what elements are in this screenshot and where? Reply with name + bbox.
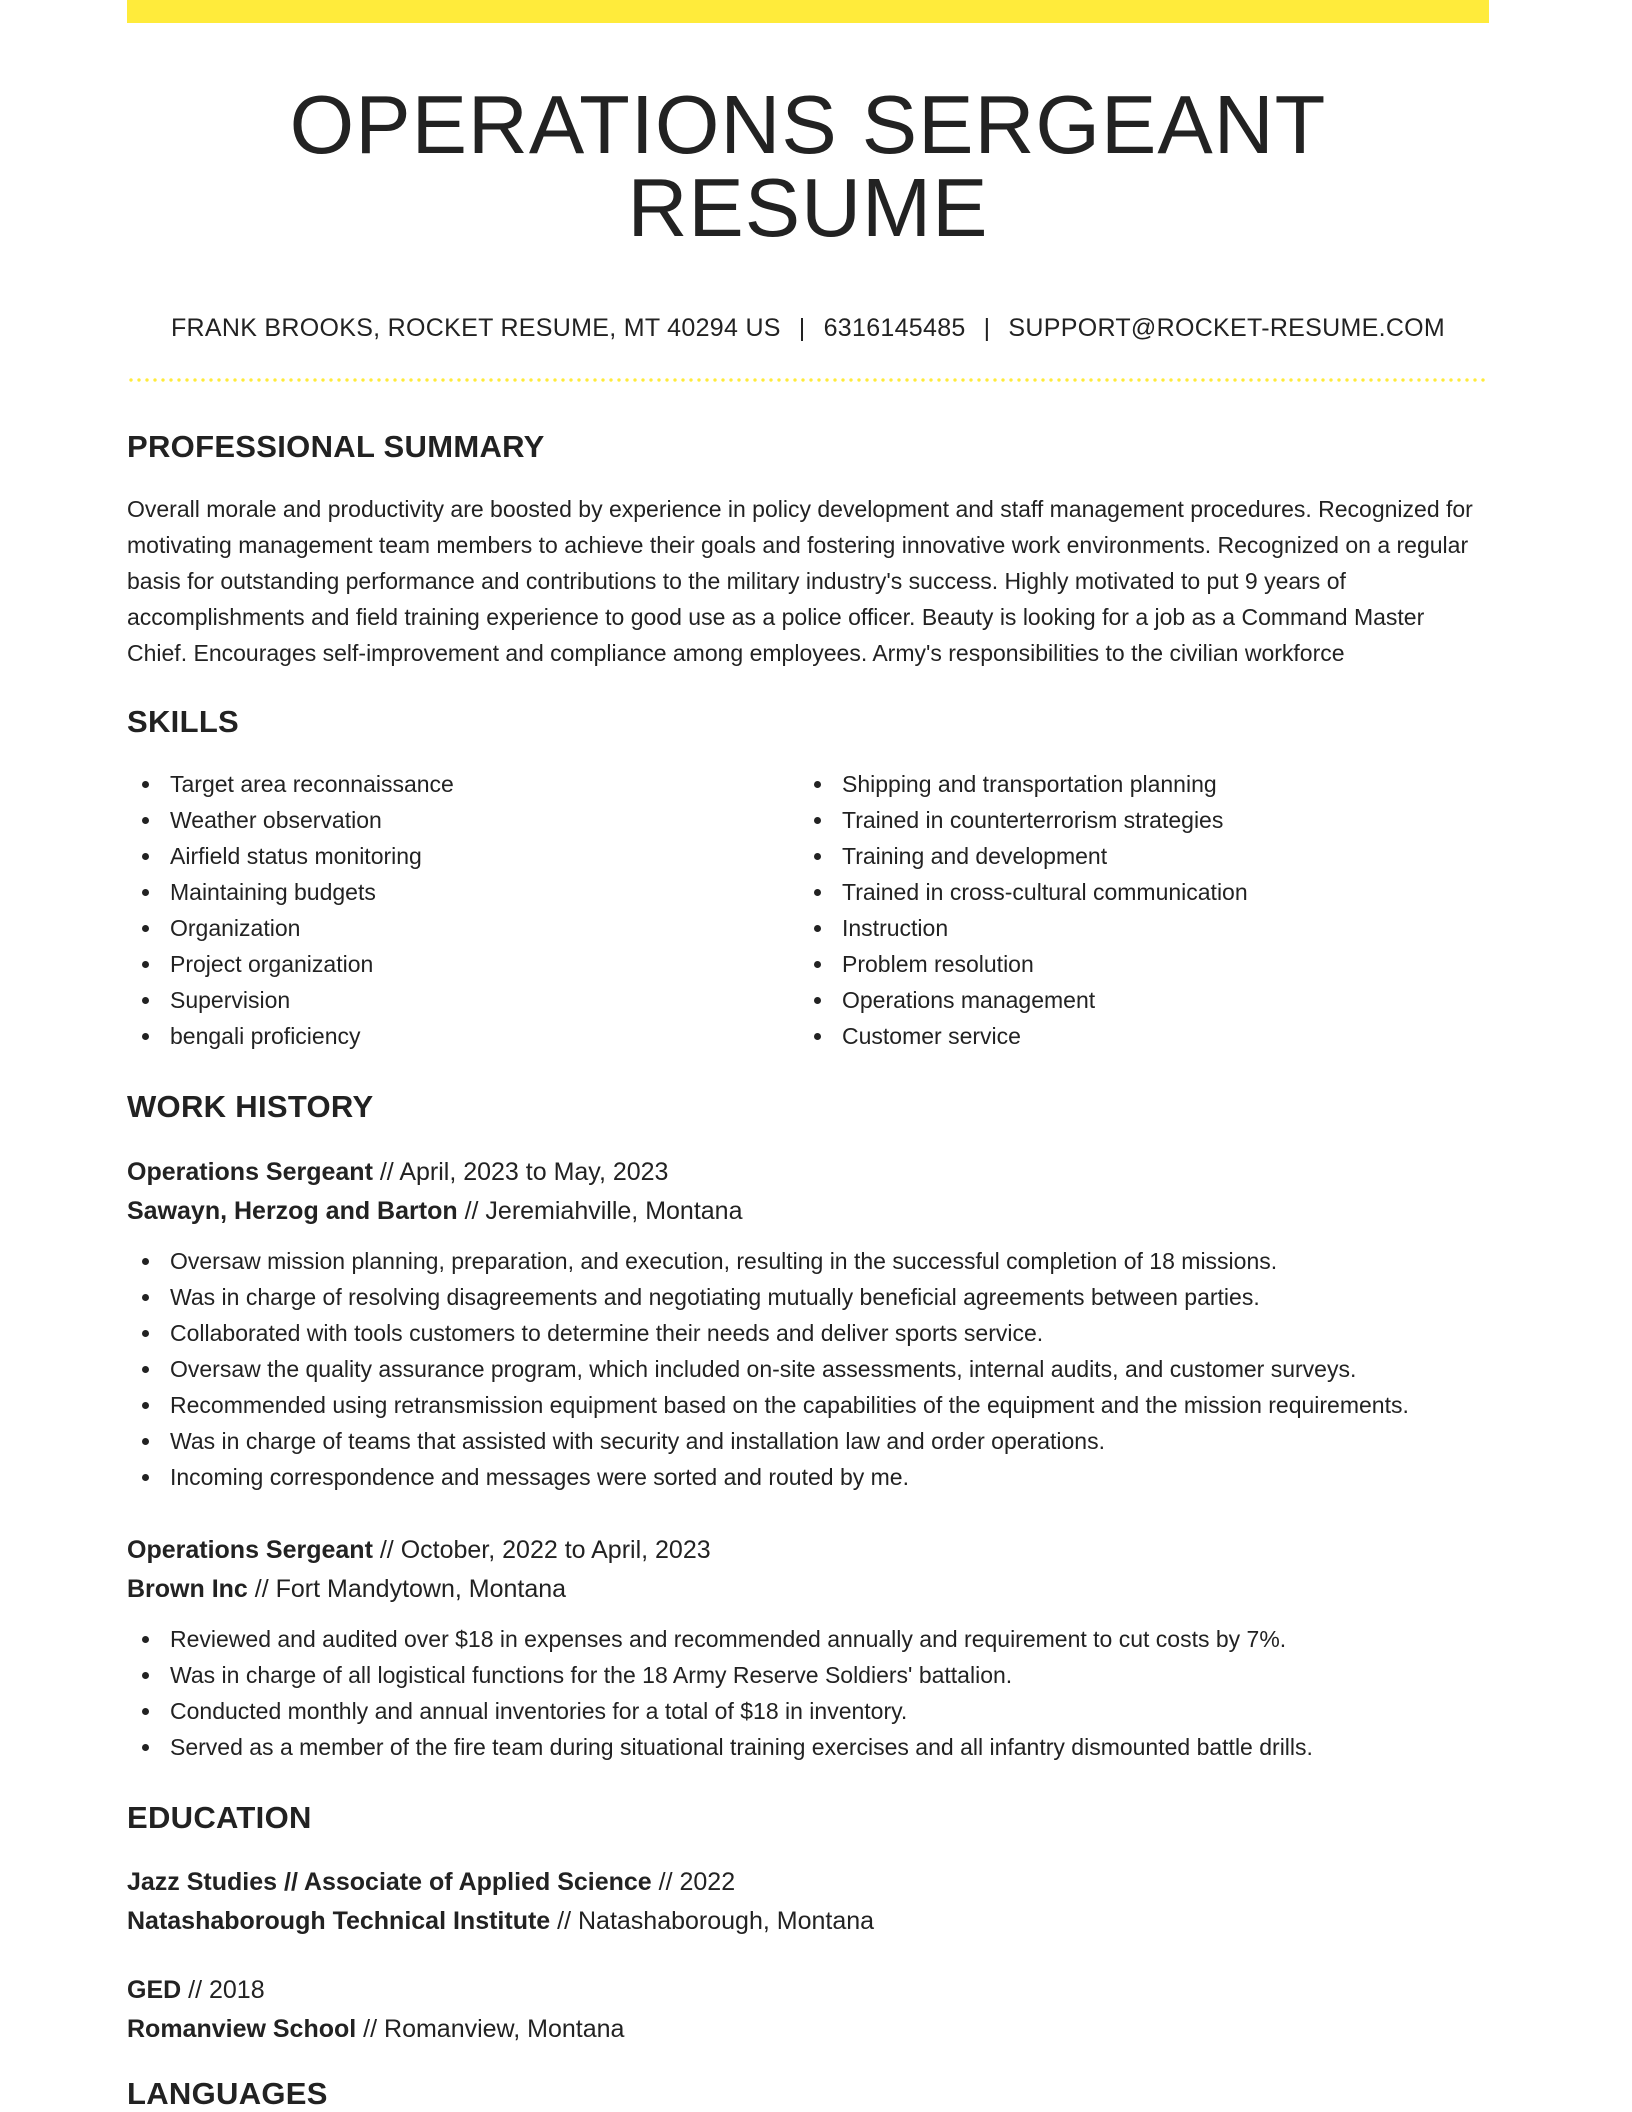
- job-company: Sawayn, Herzog and Barton: [127, 1196, 458, 1225]
- contact-line: [127, 313, 1489, 343]
- education-school: Natashaborough Technical Institute: [127, 1906, 551, 1935]
- job-dates: // October, 2022 to April, 2023: [379, 1535, 711, 1564]
- skill-item: Supervision: [127, 982, 799, 1018]
- education-degree-line: [127, 1863, 1489, 1902]
- job-bullet: Incoming correspondence and messages were sorted and routed by me.: [127, 1459, 1489, 1495]
- contact-email: SUPPORT@ROCKET-RESUME.COM: [1008, 314, 1446, 342]
- education-heading: EDUCATION: [127, 1799, 312, 1835]
- job-title: Operations Sergeant: [127, 1535, 373, 1564]
- job-bullets: [127, 1243, 1489, 1495]
- job-bullet: Oversaw the quality assurance program, which included on-site assessments, internal audits, and customer surveys.: [127, 1351, 1489, 1387]
- skill-item: Maintaining budgets: [127, 874, 799, 910]
- skills-columns: [127, 766, 1489, 1054]
- job-entry: [127, 1153, 1489, 1495]
- education-degree-line: [127, 1971, 1489, 2010]
- education-school-line: [127, 1902, 1489, 1941]
- accent-top-bar: [127, 0, 1489, 23]
- skills-heading: SKILLS: [127, 704, 240, 740]
- skill-item: Weather observation: [127, 802, 799, 838]
- job-title-line: [127, 1531, 1489, 1570]
- skill-item: Target area reconnaissance: [127, 766, 799, 802]
- job-bullet: Collaborated with tools customers to determine their needs and deliver sports service.: [127, 1315, 1489, 1351]
- job-bullet: Recommended using retransmission equipment based on the capabilities of the equipment and the mission requirements.: [127, 1387, 1489, 1423]
- skill-item: Instruction: [799, 910, 1471, 946]
- skill-item: Training and development: [799, 838, 1471, 874]
- job-bullet: Was in charge of resolving disagreements and negotiating mutually beneficial agreements between parties.: [127, 1279, 1489, 1315]
- skill-item: Airfield status monitoring: [127, 838, 799, 874]
- education-school: Romanview School: [127, 2014, 357, 2043]
- education-degree: GED: [127, 1975, 182, 2004]
- skill-item: Customer service: [799, 1018, 1471, 1054]
- skill-item: Project organization: [127, 946, 799, 982]
- education-entry: [127, 1971, 1489, 2049]
- job-company-line: [127, 1192, 1489, 1231]
- job-bullet: Served as a member of the fire team during situational training exercises and all infantry dismounted battle drills.: [127, 1729, 1489, 1765]
- job-location: // Fort Mandytown, Montana: [254, 1574, 567, 1603]
- job-title: Operations Sergeant: [127, 1157, 373, 1186]
- job-title-line: [127, 1153, 1489, 1192]
- job-location: // Jeremiahville, Montana: [464, 1196, 743, 1225]
- contact-phone: 6316145485: [823, 314, 966, 342]
- job-bullet: Oversaw mission planning, preparation, and execution, resulting in the successful completion of 18 missions.: [127, 1243, 1489, 1279]
- education-year: // 2018: [188, 1975, 265, 2004]
- work-history-heading: WORK HISTORY: [127, 1089, 374, 1125]
- job-company: Brown Inc: [127, 1574, 248, 1603]
- skill-item: Problem resolution: [799, 946, 1471, 982]
- education-location: // Natashaborough, Montana: [557, 1906, 875, 1935]
- education-school-line: [127, 2010, 1489, 2049]
- job-bullet: Conducted monthly and annual inventories for a total of $18 in inventory.: [127, 1693, 1489, 1729]
- contact-separator: |: [798, 314, 806, 342]
- job-bullets: [127, 1621, 1489, 1765]
- education-degree: Jazz Studies // Associate of Applied Science: [127, 1867, 652, 1896]
- contact-address: FRANK BROOKS, ROCKET RESUME, MT 40294 US: [170, 314, 781, 342]
- skills-right-list: [799, 766, 1471, 1054]
- skill-item: Operations management: [799, 982, 1471, 1018]
- job-bullet: Reviewed and audited over $18 in expenses and recommended annually and requirement to cut costs by 7%.: [127, 1621, 1489, 1657]
- skills-left-list: [127, 766, 799, 1054]
- contact-separator: |: [983, 314, 991, 342]
- job-entry: [127, 1531, 1489, 1765]
- skill-item: bengali proficiency: [127, 1018, 799, 1054]
- skill-item: Trained in cross-cultural communication: [799, 874, 1471, 910]
- summary-heading: PROFESSIONAL SUMMARY: [127, 429, 545, 464]
- dotted-divider: [127, 378, 1489, 382]
- skill-item: Organization: [127, 910, 799, 946]
- languages-heading: LANGUAGES: [127, 2075, 328, 2111]
- resume-title: OPERATIONS SERGEANT RESUME: [289, 78, 1327, 254]
- job-dates: // April, 2023 to May, 2023: [379, 1157, 669, 1186]
- education-year: // 2022: [658, 1867, 736, 1896]
- job-bullet: Was in charge of all logistical functions for the 18 Army Reserve Soldiers' battalion.: [127, 1657, 1489, 1693]
- job-company-line: [127, 1570, 1489, 1609]
- skill-item: Trained in counterterrorism strategies: [799, 802, 1471, 838]
- education-location: // Romanview, Montana: [363, 2014, 625, 2043]
- summary-text: Overall morale and productivity are boosted by experience in policy development and staff management procedures. Recognized for motivating management team members to achieve their goals and fostering innovative work environments. Recognized on a regular basis for outstanding performance and contributions to the military industry's success. Highly motivated to put 9 years of accomplishments and field training experience to good use as a police officer. Beauty is looking for a job as a Command Master Chief. Encourages self-improvement and compliance among employees. Army's responsibilities to the civilian workforce: [127, 496, 1473, 667]
- resume-page: [127, 0, 1489, 2112]
- skill-item: Shipping and transportation planning: [799, 766, 1471, 802]
- job-bullet: Was in charge of teams that assisted with security and installation law and order operations.: [127, 1423, 1489, 1459]
- education-entry: [127, 1863, 1489, 1941]
